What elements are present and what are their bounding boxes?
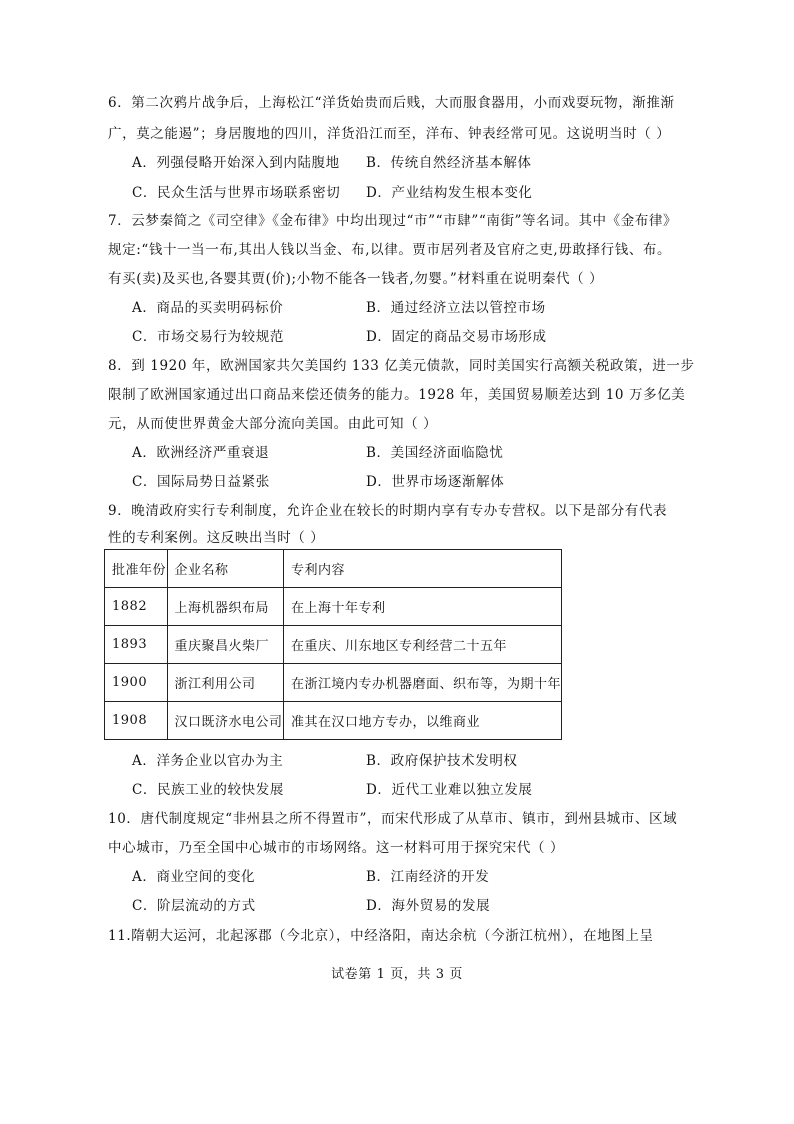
table-row (105, 626, 562, 664)
table-cell-year: 1908 (105, 702, 168, 740)
table-row (105, 702, 562, 740)
question-7-line-2: 规定:“钱十一当一布,其出人钱以当金、布,以律。贾市居列者及官府之吏,毋敢择行钱、布。 (108, 242, 672, 258)
table-cell-company: 浙江利用公司 (167, 664, 283, 702)
question-9-option-d: D．近代工业难以独立发展 (366, 782, 533, 798)
table-cell-company: 汉口既济水电公司 (167, 702, 283, 740)
table-row (105, 588, 562, 626)
table-cell-content: 在浙江境内专办机器磨面、织布等，为期十年 (283, 664, 561, 702)
question-8-option-b: B．美国经济面临隐忧 (366, 445, 504, 461)
question-9-option-b: B．政府保护技术发明权 (366, 753, 518, 769)
table-header-content: 专利内容 (283, 550, 561, 588)
table-cell-year: 1893 (105, 626, 168, 664)
question-9-option-a: A．洋务企业以官办为主 (132, 753, 284, 769)
question-7-option-d: D．固定的商品交易市场形成 (366, 329, 547, 345)
question-6-option-a: A．列强侵略开始深入到内陆腹地 (132, 155, 340, 171)
table-cell-year: 1900 (105, 664, 168, 702)
question-7-option-a: A．商品的买卖明码标价 (132, 300, 284, 316)
question-6-option-c: C．民众生活与世界市场联系密切 (132, 185, 341, 201)
question-7-line-3: 有买(卖)及买也,各婴其贾(价);小物不能各一钱者,勿婴。”材料重在说明秦代（ ） (108, 271, 604, 287)
table-row (105, 664, 562, 702)
question-9-option-c: C．民族工业的较快发展 (132, 782, 284, 798)
question-10-option-b: B．江南经济的开发 (366, 869, 490, 885)
question-8-line-1: 8．到 1920 年，欧洲国家共欠美国约 133 亿美元债款，同时美国实行高额关税政策，进一步 (108, 358, 695, 374)
question-11-line-1: 11.隋朝大运河，北起涿郡（今北京），中经洛阳，南达余杭（今浙江杭州），在地图上呈 (108, 928, 654, 944)
table-header-row (105, 550, 562, 588)
question-10-option-d: D．海外贸易的发展 (366, 898, 491, 914)
page-footer: 试卷第 1 页，共 3 页 (331, 967, 463, 982)
question-7-option-b: B．通过经济立法以管控市场 (366, 300, 546, 316)
table-cell-company: 重庆聚昌火柴厂 (167, 626, 283, 664)
question-9-line-1: 9．晚清政府实行专利制度，允许企业在较长的时期内享有专办专营权。以下是部分有代表 (108, 503, 668, 519)
question-8-line-3: 元，从而使世界黄金大部分流向美国。由此可知（ ） (108, 416, 438, 432)
question-8-option-d: D．世界市场逐渐解体 (366, 474, 505, 490)
question-7-line-1: 7．云梦秦简之《司空律》《金布律》中均出现过“市”“市肆”“南街”等名词。其中《金布律》 (108, 213, 678, 229)
table-header-year: 批准年份 (105, 550, 168, 588)
question-10-line-2: 中心城市，乃至全国中心城市的市场网络。这一材料可用于探究宋代（ ） (108, 840, 565, 856)
question-6-line-2: 广，莫之能遏”；身居腹地的四川，洋货沿江而至，洋布、钟表经常可见。这说明当时（ ） (108, 126, 671, 142)
table-cell-content: 在重庆、川东地区专利经营二十五年 (283, 626, 561, 664)
table-cell-content: 在上海十年专利 (283, 588, 561, 626)
question-10-option-a: A．商业空间的变化 (132, 869, 256, 885)
table-header-company: 企业名称 (167, 550, 283, 588)
question-10-line-1: 10．唐代制度规定“非州县之所不得置市”，而宋代形成了从草市、镇市，到州县城市、区域 (108, 811, 678, 827)
question-8-option-a: A．欧洲经济严重衰退 (132, 445, 270, 461)
question-10-option-c: C．阶层流动的方式 (132, 898, 256, 914)
question-8-option-c: C．国际局势日益紧张 (132, 474, 270, 490)
patent-table (104, 549, 562, 740)
question-6-line-1: 6．第二次鸦片战争后，上海松江“洋货始贵而后贱，大而服食器用，小而戏耍玩物，渐推渐 (108, 95, 675, 111)
question-9-line-2: 性的专利案例。这反映出当时（ ） (108, 530, 325, 546)
question-6-option-b: B．传统自然经济基本解体 (366, 155, 532, 171)
question-7-option-c: C．市场交易行为较规范 (132, 329, 284, 345)
table-cell-year: 1882 (105, 588, 168, 626)
question-8-line-2: 限制了欧洲国家通过出口商品来偿还债务的能力。1928 年，美国贸易顺差达到 10 万多亿美 (108, 387, 686, 403)
table-cell-company: 上海机器织布局 (167, 588, 283, 626)
question-6-option-d: D．产业结构发生根本变化 (366, 185, 533, 201)
table-cell-content: 准其在汉口地方专办，以维商业 (283, 702, 561, 740)
